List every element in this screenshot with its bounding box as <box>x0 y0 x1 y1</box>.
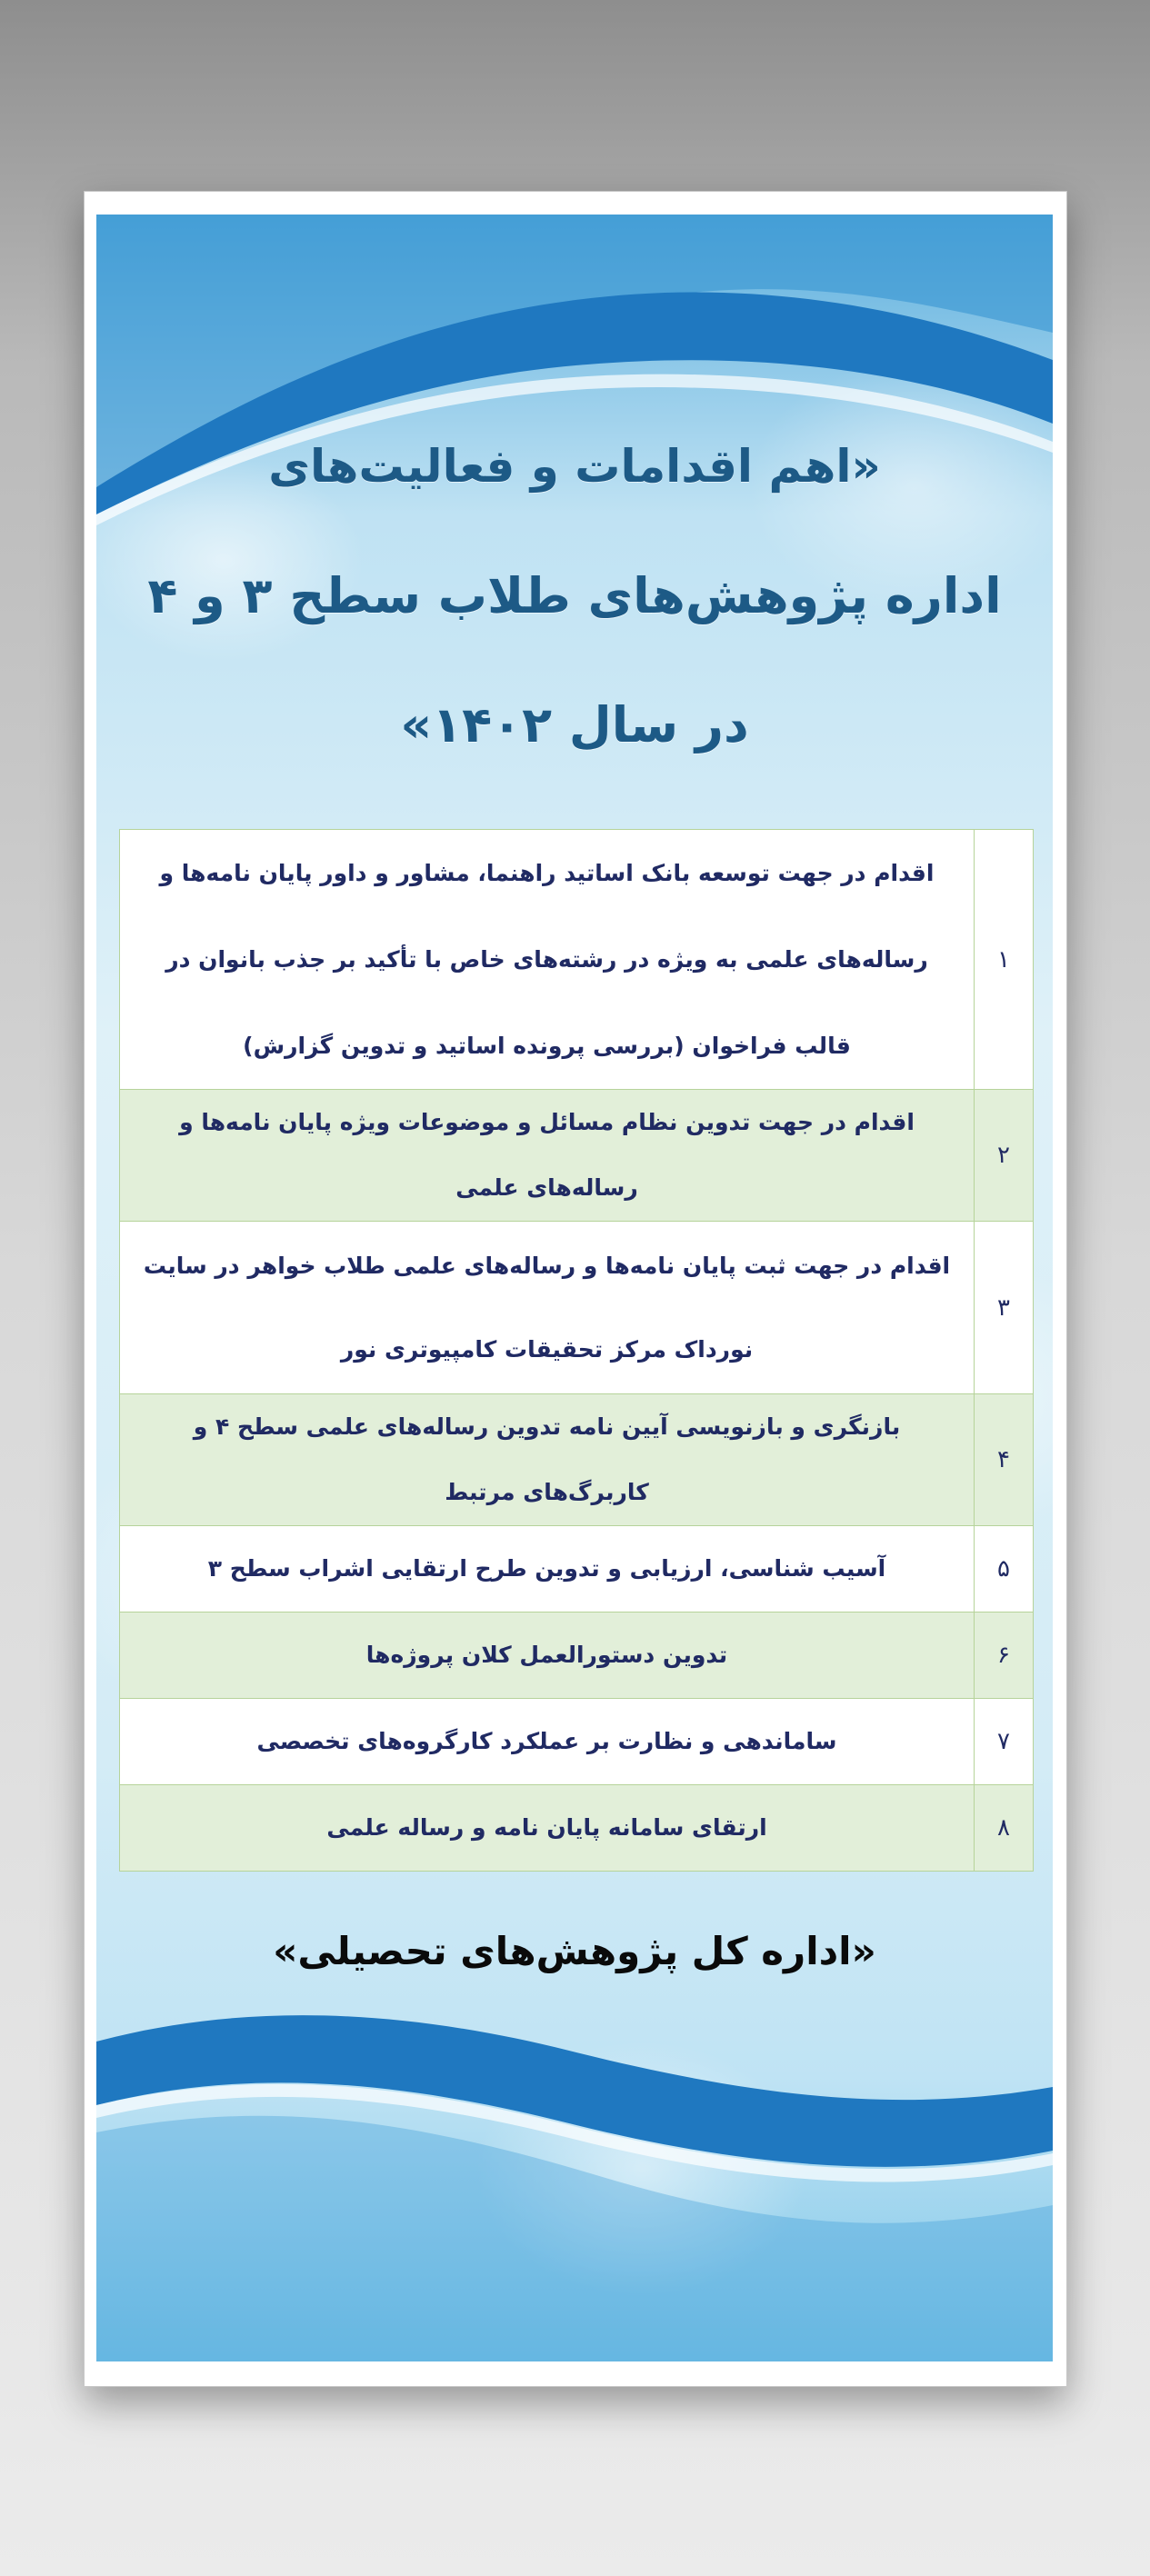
top-wave-decoration <box>96 215 1053 596</box>
row-text: اقدام در جهت ثبت پایان نامه‌ها و رساله‌های علمی طلاب خواهر در سایت نورداک مرکز تحقیقات کامپیوتری نور <box>143 1252 951 1363</box>
row-number: ۴ <box>975 1394 1034 1526</box>
row-text: اقدام در جهت توسعه بانک اساتید راهنما، مشاور و داور پایان نامه‌ها و رساله‌های علمی به ویژه در رشته‌های خاص با تأکید بر جذب بانوان در قالب فراخوان (بررسی پرونده اساتید و تدوین گزارش) <box>159 860 935 1059</box>
row-text: آسیب شناسی، ارزیابی و تدوین طرح ارتقایی اشراب سطح ۳ <box>207 1555 886 1582</box>
row-text: ارتقای سامانه پایان نامه و رساله علمی <box>326 1814 767 1841</box>
row-text: بازنگری و بازنویسی آیین نامه تدوین رساله‌های علمی سطح ۴ و کاربرگ‌های مرتبط <box>193 1413 901 1505</box>
table-row <box>120 1785 1034 1872</box>
heading-line-3: در سال ۱۴۰۲» <box>400 696 749 754</box>
row-number: ۸ <box>975 1785 1034 1872</box>
row-number: ۱ <box>975 830 1034 1090</box>
footer-title: «اداره کل پژوهش‌های تحصیلی» <box>273 1929 876 1973</box>
activities-table <box>119 829 1034 1872</box>
table-row <box>120 1526 1034 1612</box>
poster-panel <box>96 215 1053 2361</box>
row-text: تدوین دستورالعمل کلان پروژه‌ها <box>365 1642 728 1668</box>
row-number: ۷ <box>975 1699 1034 1785</box>
heading-line-1: «اهم اقدامات و فعالیت‌های <box>268 440 881 493</box>
table-row <box>120 1222 1034 1394</box>
row-number: ۲ <box>975 1090 1034 1222</box>
row-number: ۳ <box>975 1222 1034 1394</box>
table-row <box>120 830 1034 1090</box>
table-row <box>120 1090 1034 1222</box>
row-text: اقدام در جهت تدوین نظام مسائل و موضوعات ویژه پایان نامه‌ها و رساله‌های علمی <box>179 1109 915 1201</box>
bottom-wave-decoration <box>96 1987 1053 2361</box>
table-row <box>120 1699 1034 1785</box>
table-row <box>120 1394 1034 1526</box>
row-number: ۶ <box>975 1612 1034 1699</box>
table-row <box>120 1612 1034 1699</box>
heading-line-2: اداره پژوهش‌های طلاب سطح ۳ و ۴ <box>147 567 1002 624</box>
row-text: ساماندهی و نظارت بر عملکرد کارگروه‌های تخصصی <box>256 1728 837 1754</box>
row-number: ۵ <box>975 1526 1034 1612</box>
